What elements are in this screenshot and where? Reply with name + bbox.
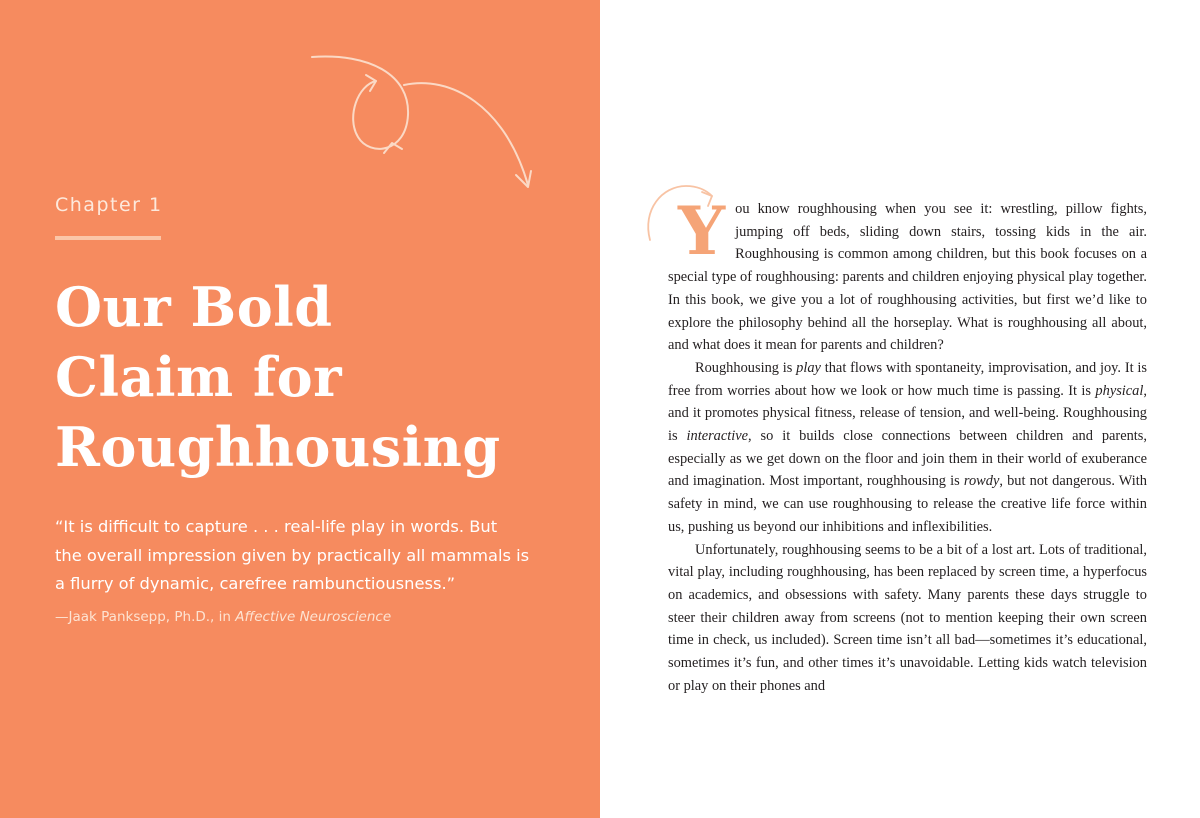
paragraph-2 — [668, 357, 1147, 539]
emphasis-physical: physical — [1095, 382, 1144, 399]
epigraph-line: “It is difficult to capture . . . real-life play in words. But — [55, 517, 498, 536]
text-run: , so it builds close connections between children and parents, especially as we get down on the floor and join them in their world of exuberance and imagination. Most important, roughhousing is — [668, 428, 1147, 490]
paragraph-1-text: ou know roughhousing when you see it: wrestling, pillow fights, jumping off beds, sliding down stairs, tossing kids in the air. Roughhousing is common among children, but this book focuses on a special type of roughhousing: parents and children enjoying physical play together. In this book, we give you a lot of roughhousing activities, but first we’d like to explore the philosophy behind all the horseplay. What is roughhousing all about, and what does it mean for parents and children? — [668, 201, 1147, 354]
chapter-title-line: Our Bold — [55, 275, 333, 339]
text-run: , and it promotes physical fitness, release of tension, and well-being. Roughhousing is — [668, 382, 1147, 445]
chapter-title-line: Roughhousing — [55, 415, 501, 479]
chapter-title — [55, 272, 501, 482]
epigraph-attribution — [55, 609, 391, 625]
text-run: , but not dangerous. With safety in mind, we can use roughhousing to release the creative life force within us, pushing us beyond our inhibitions and inflexibilities. — [668, 473, 1148, 535]
chapter-label: Chapter 1 — [55, 194, 163, 216]
epigraph-line: a flurry of dynamic, carefree rambunctiousness.” — [55, 574, 456, 593]
text-run: that flows with spontaneity, improvisation, and joy. It is free from worries about how we look or how much time is passing. It is — [668, 359, 1148, 399]
attribution-author: —Jaak Panksepp, Ph.D., in — [55, 609, 236, 625]
body-text — [668, 192, 1148, 697]
drop-cap: Y — [678, 192, 726, 270]
epigraph-line: the overall impression given by practically all mammals is — [55, 545, 530, 565]
chapter-title-line: Claim for — [55, 345, 343, 409]
swirl-arrow-icon — [300, 45, 540, 195]
attribution-source: Affective Neuroscience — [235, 609, 392, 625]
chapter-divider — [55, 236, 161, 240]
emphasis-interactive: interactive — [686, 428, 749, 445]
paragraph-3: Unfortunately, roughhousing seems to be a bit of a lost art. Lots of traditional, vital play, including roughhousing, has been replaced by screen time, a hyperfocus on academics, and obsessions with safety. Many parents these days struggle to steer their children away from screens (not to mention keeping their own screen time in check, us included). Screen time isn’t all bad—sometimes it’s educational, sometimes it’s fun, and other times it’s unavoidable. Letting kids watch television or play on their phones and — [668, 541, 1147, 694]
paragraph-1 — [668, 192, 1147, 357]
emphasis-rowdy: rowdy — [963, 473, 1000, 490]
text-run: Roughhousing is — [695, 359, 797, 376]
emphasis-play: play — [796, 359, 821, 376]
epigraph-quote — [55, 513, 555, 599]
